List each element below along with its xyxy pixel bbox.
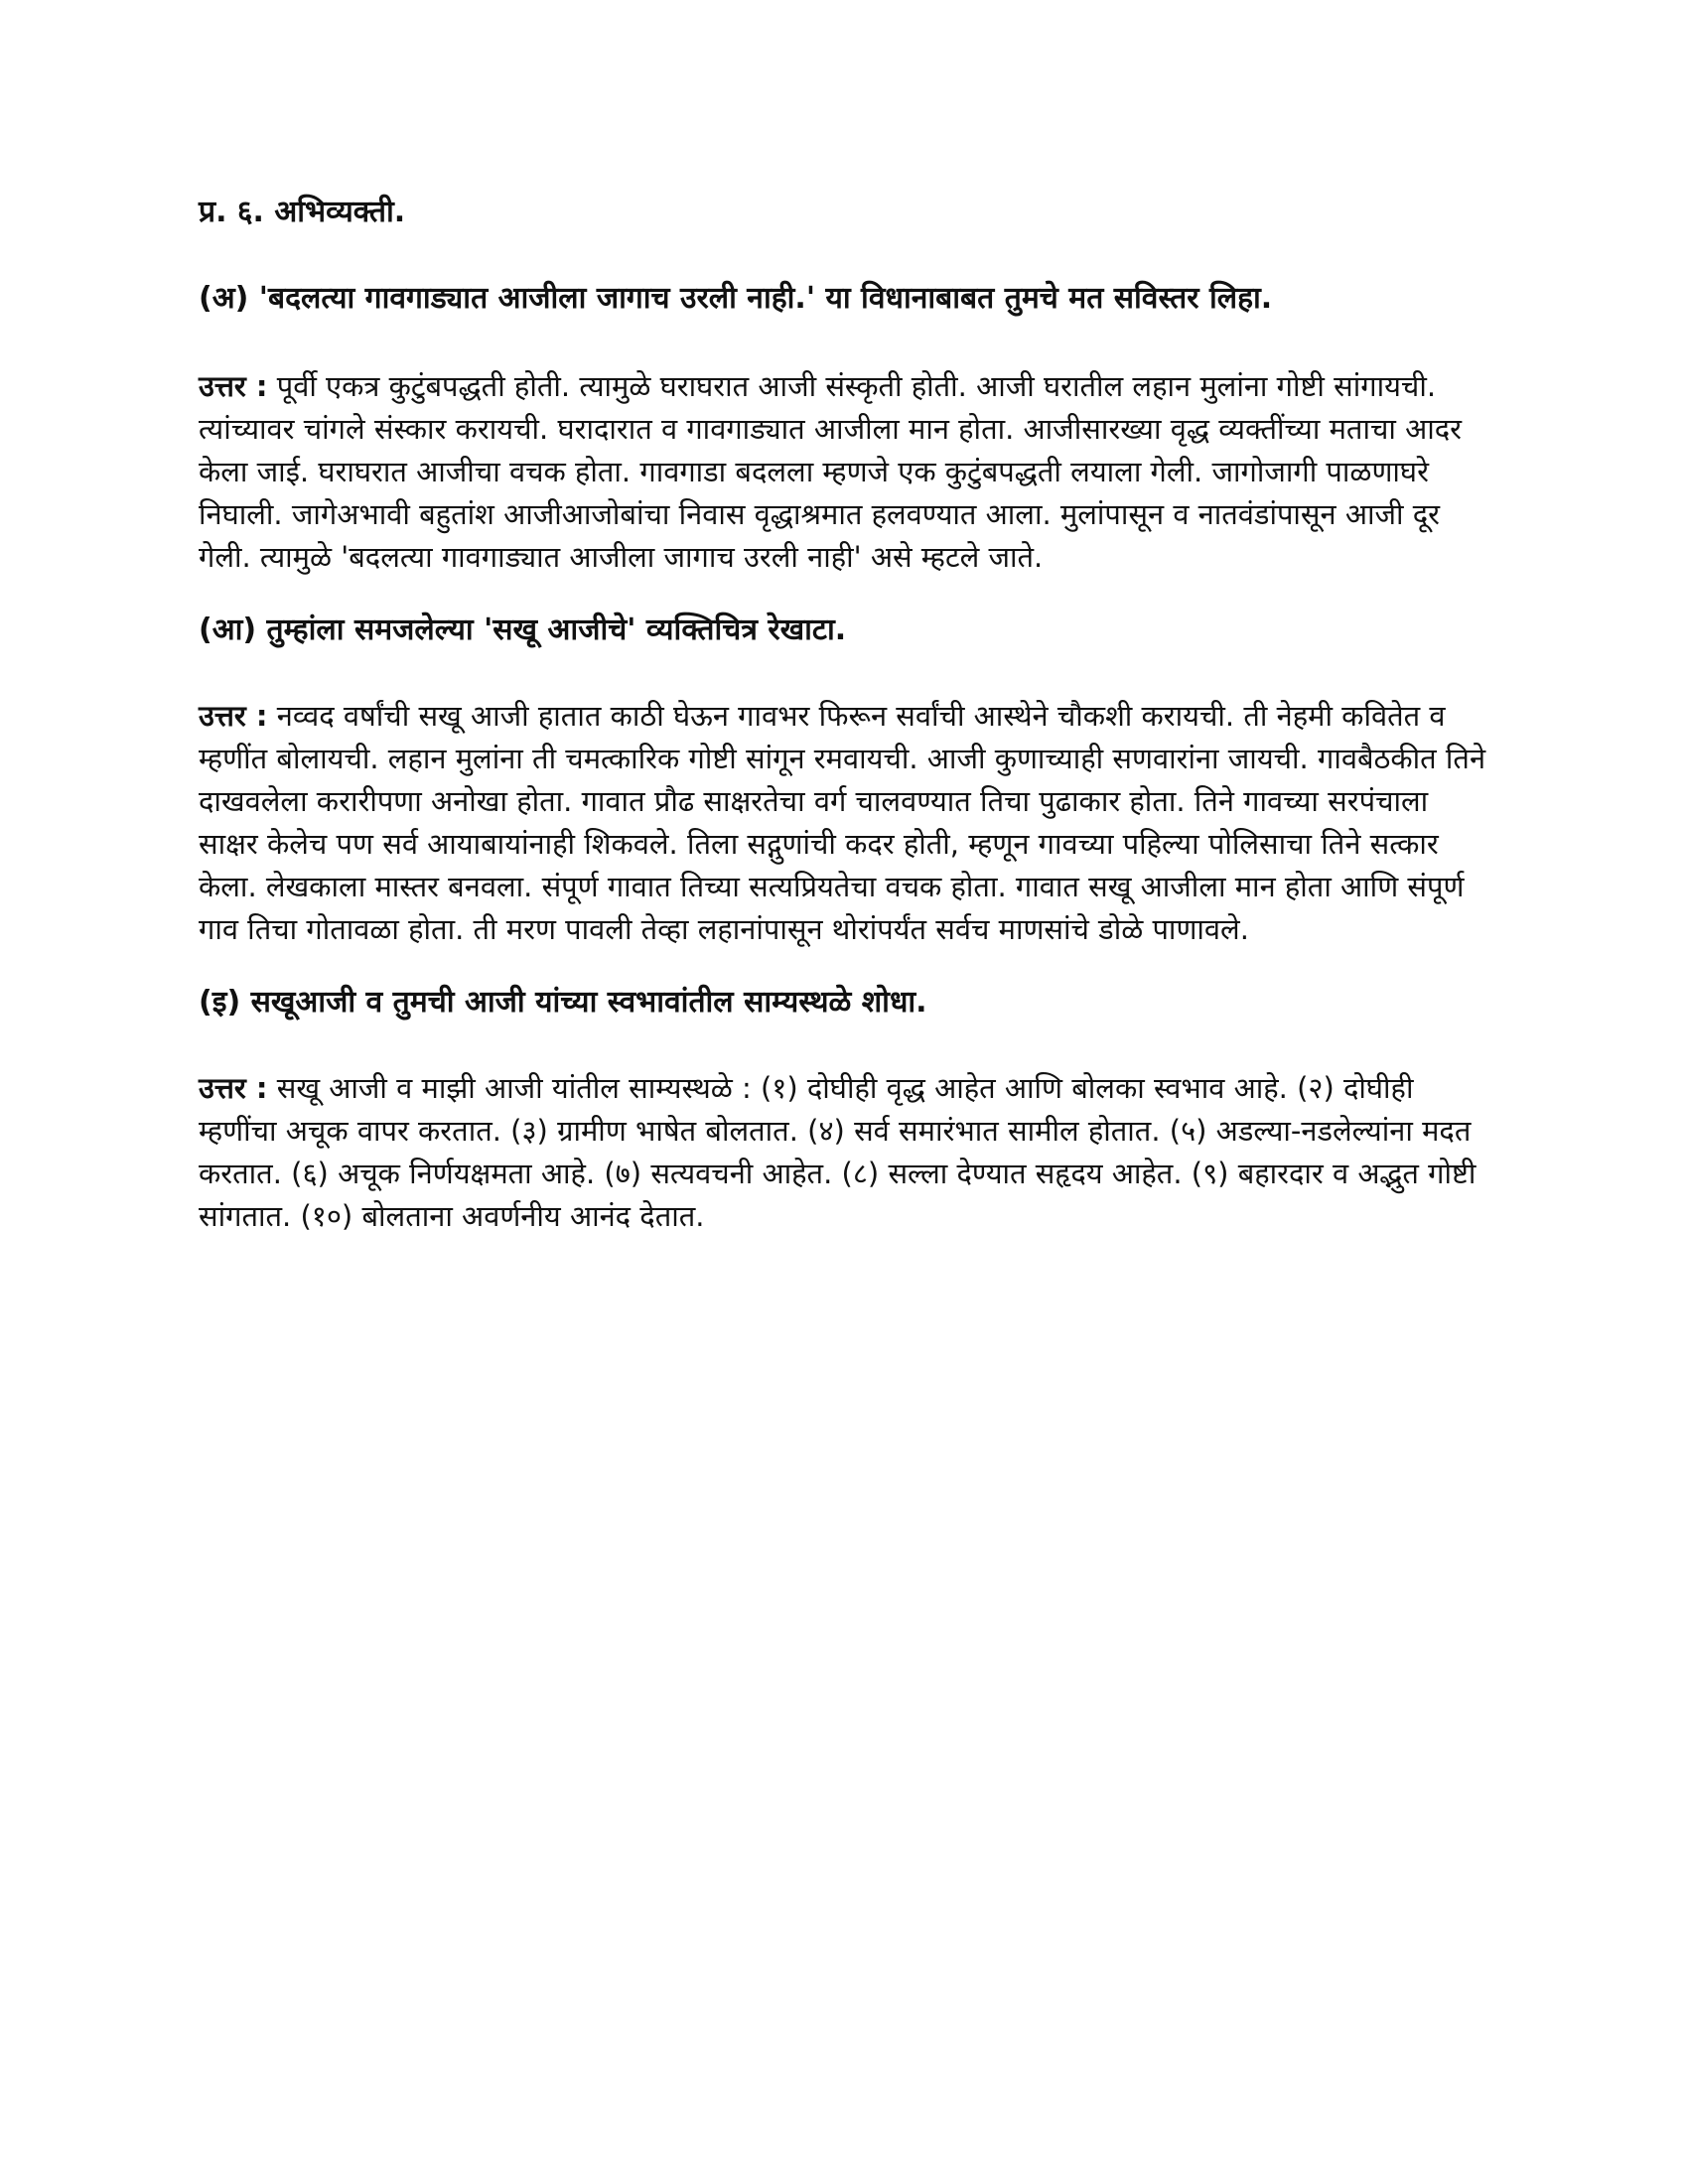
answer-text: पूर्वी एकत्र कुटुंबपद्धती होती. त्यामुळे घराघरात आजी संस्कृती होती. आजी घरातील लहान मुलांना गोष्टी सांगायची. त्यांच्यावर चांगले संस्कार करायची. घरादारात व गावगाड्यात आजीला मान होता. आजीसारख्या वृद्ध व्यक्तींच्या मताचा आदर केला जाई. घराघरात आजीचा वचक होता. गावगाडा बदलला म्हणजे एक कुटुंबपद्धती लयाला गेली. जागोजागी पाळणाघरे निघाली. जागेअभावी बहुतांश आजीआजोबांचा निवास वृद्धाश्रमात हलवण्यात आला. मुलांपासून व नातवंडांपासून आजी दूर गेली. त्यामुळे 'बदलत्या गावगाड्यात आजीला जागाच उरली नाही' असे म्हटले जाते. bbox=[199, 369, 1462, 574]
answer-a bbox=[199, 365, 1489, 579]
answer-label: उत्तर : bbox=[199, 699, 268, 733]
page-heading: प्र. ६. अभिव्यक्ती. bbox=[199, 195, 406, 229]
question-a: (अ) 'बदलत्या गावगाड्यात आजीला जागाच उरली नाही.' या विधानाबाबत तुमचे मत सविस्तर लिहा. bbox=[199, 281, 1273, 316]
answer-text: नव्वद वर्षांची सखू आजी हातात काठी घेऊन गावभर फिरून सर्वांची आस्थेने चौकशी करायची. ती नेहमी कवितेत व म्हणींत बोलायची. लहान मुलांना ती चमत्कारिक गोष्टी सांगून रमवायची. आजी कुणाच्याही सणवारांना जायची. गावबैठकीत तिने दाखवलेला करारीपणा अनोखा होता. गावात प्रौढ साक्षरतेचा वर्ग चालवण्यात तिचा पुढाकार होता. तिने गावच्या सरपंचाला साक्षर केलेच पण सर्व आयाबायांनाही शिकवले. तिला सद्गुणांची कदर होती, म्हणून गावच्या पहिल्या पोलिसाचा तिने सत्कार केला. लेखकाला मास्तर बनवला. संपूर्ण गावात तिच्या सत्यप्रियतेचा वचक होता. गावात सखू आजीला मान होता आणि संपूर्ण गाव तिचा गोतावळा होता. ती मरण पावली तेव्हा लहानांपासून थोरांपर्यंत सर्वच माणसांचे डोळे पाणावले. bbox=[199, 699, 1486, 946]
question-i: (इ) सखूआजी व तुमची आजी यांच्या स्वभावांतील साम्यस्थळे शोधा. bbox=[199, 985, 927, 1020]
question-aa: (आ) तुम्हांला समजलेल्या 'सखू आजीचे' व्यक्तिचित्र रेखाटा. bbox=[199, 613, 847, 647]
answer-i bbox=[199, 1067, 1489, 1238]
answer-text: सखू आजी व माझी आजी यांतील साम्यस्थळे : (१) दोघीही वृद्ध आहेत आणि बोलका स्वभाव आहे. (२) दोघीही म्हणींचा अचूक वापर करतात. (३) ग्रामीण भाषेत बोलतात. (४) सर्व समारंभात सामील होतात. (५) अडल्या-नडलेल्यांना मदत करतात. (६) अचूक निर्णयक्षमता आहे. (७) सत्यवचनी आहेत. (८) सल्ला देण्यात सहृदय आहेत. (९) बहारदार व अद्भुत गोष्टी सांगतात. (१०) बोलताना अवर्णनीय आनंद देतात. bbox=[199, 1071, 1477, 1233]
document-page bbox=[199, 189, 1489, 1238]
answer-label: उत्तर : bbox=[199, 369, 268, 403]
answer-aa bbox=[199, 695, 1489, 951]
answer-label: उत्तर : bbox=[199, 1071, 268, 1105]
